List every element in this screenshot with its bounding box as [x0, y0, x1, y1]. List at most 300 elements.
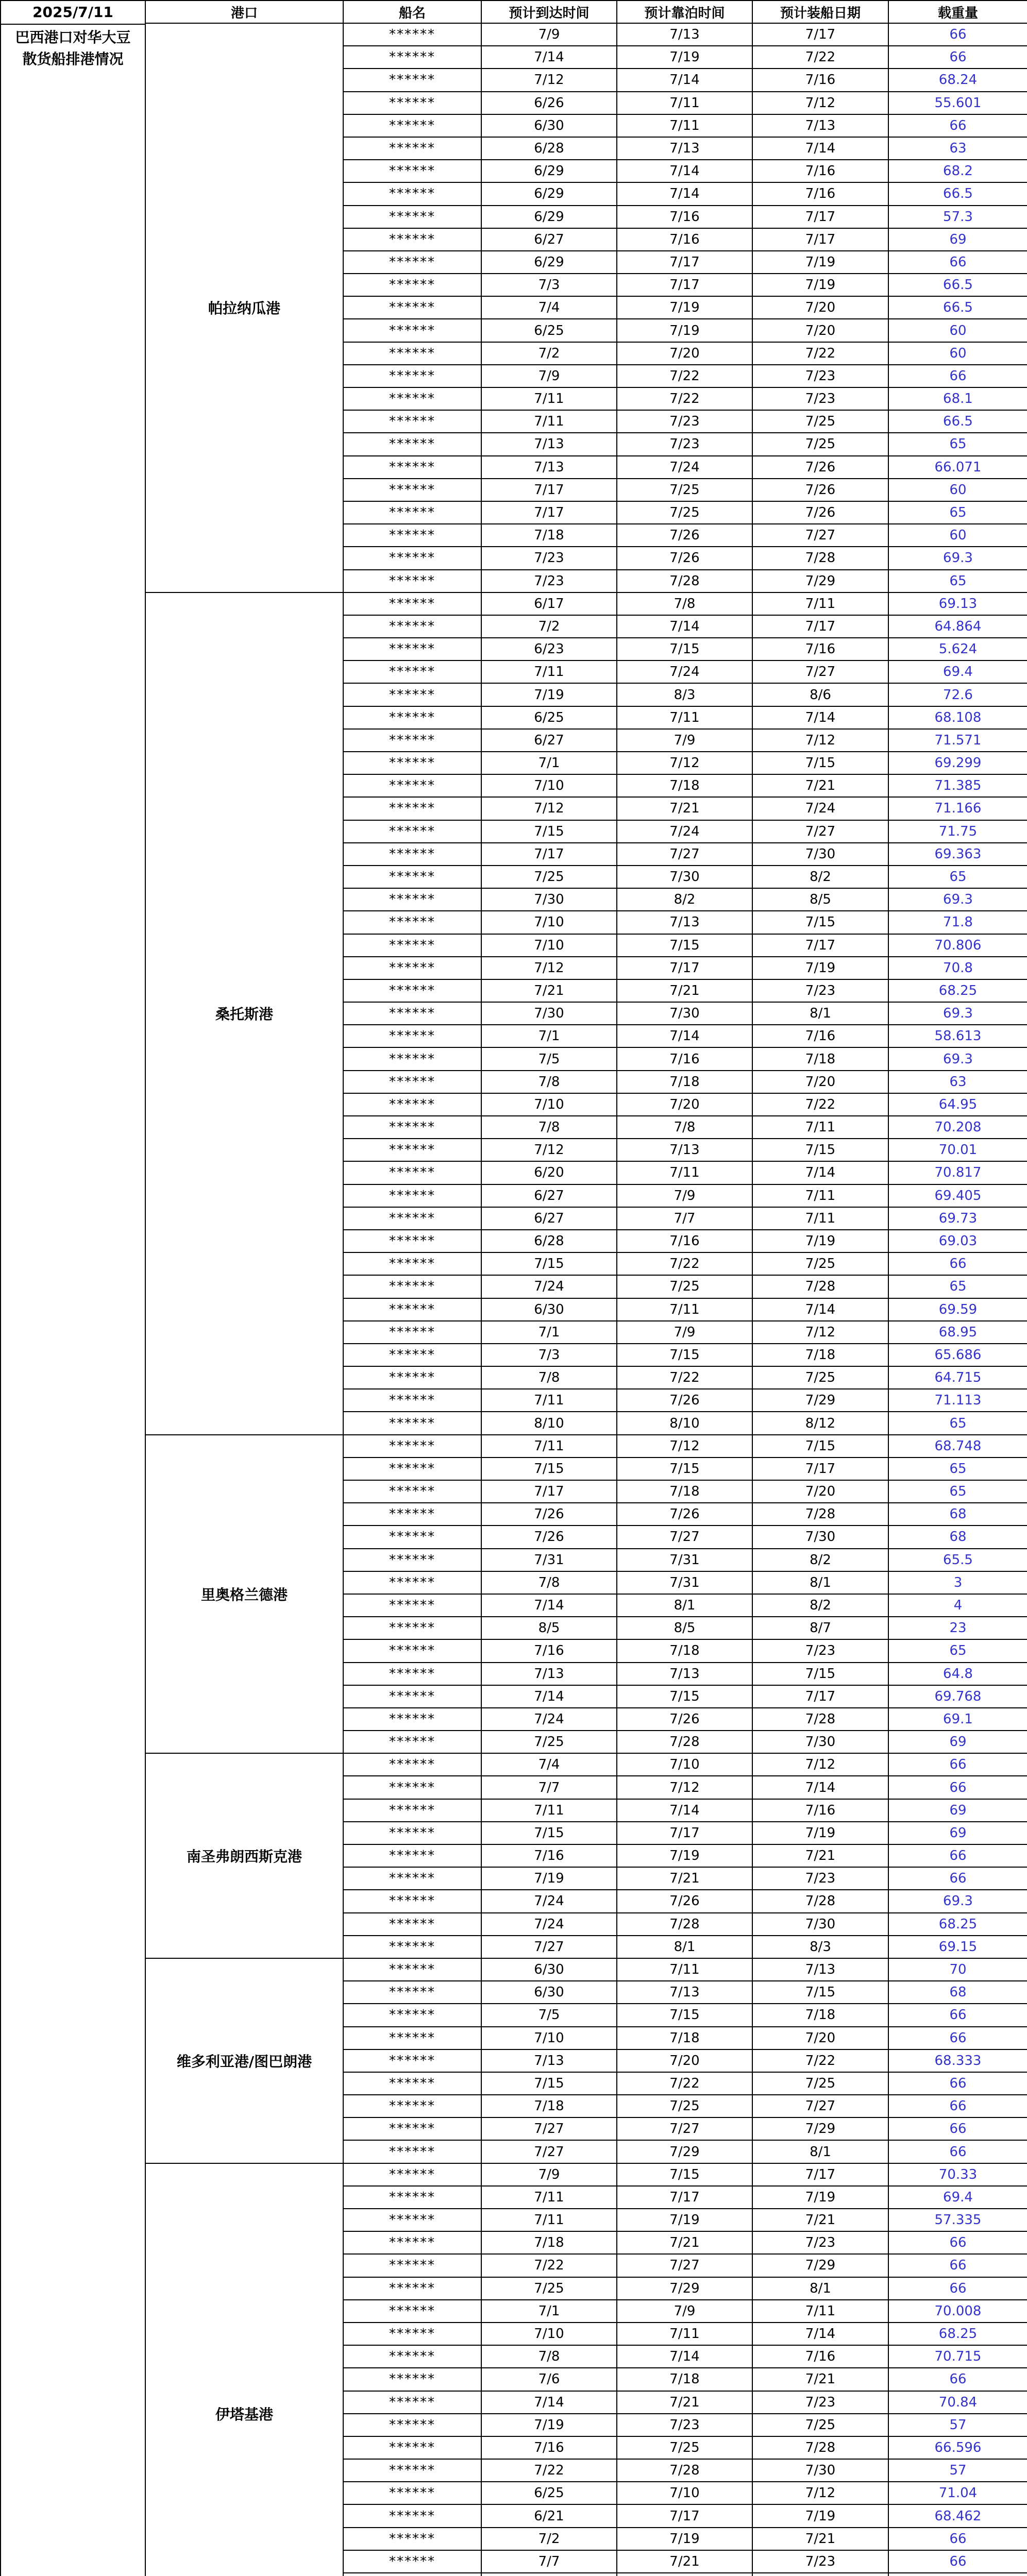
ship-name-cell: ****** [343, 46, 481, 69]
ship-name-cell: ****** [343, 1867, 481, 1890]
tonnage-cell: 64.8 [888, 1663, 1027, 1685]
etb-cell: 7/11 [617, 1958, 752, 1981]
loading-date-cell: 7/19 [752, 957, 888, 979]
ship-name-cell: ****** [343, 547, 481, 569]
ship-name-cell: ****** [343, 1047, 481, 1070]
loading-date-cell: 7/30 [752, 843, 888, 866]
loading-date-cell: 7/14 [752, 706, 888, 729]
loading-date-cell: 7/21 [752, 2368, 888, 2391]
etb-cell: 7/8 [617, 1116, 752, 1139]
ship-name-cell: ****** [343, 2163, 481, 2186]
loading-date-cell: 7/20 [752, 2027, 888, 2049]
ship-name-cell: ****** [343, 934, 481, 957]
tonnage-cell: 69.73 [888, 1207, 1027, 1230]
eta-cell: 7/12 [481, 957, 617, 979]
tonnage-cell: 69.3 [888, 1047, 1027, 1070]
tonnage-cell: 23 [888, 1617, 1027, 1639]
table-row [145, 23, 1027, 46]
loading-date-cell: 8/3 [752, 1936, 888, 1958]
ship-name-cell: ****** [343, 1639, 481, 1662]
loading-date-cell: 7/18 [752, 1047, 888, 1070]
eta-cell: 6/30 [481, 114, 617, 137]
etb-cell: 7/23 [617, 410, 752, 433]
tonnage-cell: 66 [888, 251, 1027, 274]
eta-cell: 6/27 [481, 1207, 617, 1230]
tonnage-cell: 64.715 [888, 1366, 1027, 1389]
loading-date-cell: 7/14 [752, 1161, 888, 1184]
eta-cell: 6/25 [481, 319, 617, 342]
etb-cell: 7/22 [617, 1252, 752, 1275]
eta-cell: 6/20 [481, 1161, 617, 1184]
eta-cell: 7/23 [481, 570, 617, 592]
loading-date-cell: 7/19 [752, 251, 888, 274]
eta-cell: 8/5 [481, 1617, 617, 1639]
ship-name-cell: ****** [343, 296, 481, 319]
tonnage-cell: 66 [888, 2027, 1027, 2049]
eta-cell: 7/3 [481, 274, 617, 296]
loading-date-cell: 7/29 [752, 570, 888, 592]
loading-date-cell: 7/17 [752, 23, 888, 46]
loading-date-cell: 7/12 [752, 2482, 888, 2504]
port-name-cell: 伊塔基港 [145, 2163, 343, 2576]
etb-cell: 7/17 [617, 274, 752, 296]
loading-date-cell: 7/15 [752, 1435, 888, 1458]
tonnage-cell: 65.5 [888, 1549, 1027, 1571]
etb-cell: 7/25 [617, 479, 752, 501]
tonnage-cell: 69.363 [888, 843, 1027, 866]
ship-name-cell: ****** [343, 2345, 481, 2368]
tonnage-cell: 68.25 [888, 1913, 1027, 1936]
etb-cell: 7/27 [617, 843, 752, 866]
eta-cell: 7/25 [481, 866, 617, 888]
ship-name-cell: ****** [343, 501, 481, 524]
loading-date-cell: 7/14 [752, 1776, 888, 1799]
eta-cell: 6/29 [481, 182, 617, 205]
header-port: 港口 [145, 1, 343, 23]
tonnage-cell: 64.95 [888, 1093, 1027, 1116]
ship-name-cell: ****** [343, 752, 481, 774]
tonnage-cell: 70.008 [888, 2300, 1027, 2323]
table-row [145, 592, 1027, 615]
tonnage-cell: 69.405 [888, 1184, 1027, 1207]
loading-date-cell: 7/25 [752, 1252, 888, 1275]
ship-name-cell: ****** [343, 2528, 481, 2550]
eta-cell: 7/22 [481, 2254, 617, 2277]
loading-date-cell: 7/12 [752, 92, 888, 114]
ship-name-cell: ****** [343, 1503, 481, 1526]
tonnage-cell: 66 [888, 1252, 1027, 1275]
tonnage-cell: 65 [888, 1480, 1027, 1503]
eta-cell: 7/11 [481, 1389, 617, 1412]
ship-name-cell: ****** [343, 2300, 481, 2323]
ship-name-cell: ****** [343, 2414, 481, 2436]
ship-name-cell: ****** [343, 479, 481, 501]
ship-name-cell: ****** [343, 524, 481, 547]
loading-date-cell: 7/16 [752, 160, 888, 182]
tonnage-cell: 66 [888, 2528, 1027, 2550]
etb-cell: 7/19 [617, 46, 752, 69]
tonnage-cell: 60 [888, 479, 1027, 501]
etb-cell: 7/31 [617, 1571, 752, 1594]
etb-cell: 7/15 [617, 2004, 752, 2026]
header-loading: 预计装船日期 [752, 1, 888, 23]
loading-date-cell [752, 2573, 888, 2576]
eta-cell: 7/21 [481, 979, 617, 1002]
eta-cell: 7/8 [481, 2345, 617, 2368]
ship-name-cell: ****** [343, 2004, 481, 2026]
ship-name-cell: ****** [343, 251, 481, 274]
ship-name-cell: ****** [343, 1981, 481, 2004]
etb-cell: 7/17 [617, 2186, 752, 2209]
header-etb: 预计靠泊时间 [617, 1, 752, 23]
tonnage-cell: 66 [888, 2277, 1027, 2300]
tonnage-cell: 64.864 [888, 615, 1027, 638]
tonnage-cell: 65 [888, 570, 1027, 592]
etb-cell: 7/15 [617, 934, 752, 957]
ship-name-cell: ****** [343, 1207, 481, 1230]
loading-date-cell: 7/13 [752, 114, 888, 137]
ship-name-cell: ****** [343, 2254, 481, 2277]
eta-cell: 7/3 [481, 1344, 617, 1366]
loading-date-cell: 8/12 [752, 1412, 888, 1434]
loading-date-cell: 7/27 [752, 820, 888, 843]
etb-cell: 7/15 [617, 1344, 752, 1366]
eta-cell: 6/29 [481, 160, 617, 182]
ship-name-cell: ****** [343, 2231, 481, 2254]
port-name-cell: 里奥格兰德港 [145, 1435, 343, 1754]
ship-name-cell: ****** [343, 1480, 481, 1503]
loading-date-cell: 8/1 [752, 2277, 888, 2300]
eta-cell: 7/6 [481, 2368, 617, 2391]
ship-name-cell: ****** [343, 160, 481, 182]
ship-name-cell: ****** [343, 2277, 481, 2300]
tonnage-cell: 71.385 [888, 774, 1027, 797]
eta-cell: 7/8 [481, 1571, 617, 1594]
etb-cell: 7/16 [617, 206, 752, 228]
loading-date-cell: 7/15 [752, 1663, 888, 1685]
ship-name-cell: ****** [343, 2504, 481, 2527]
eta-cell: 7/5 [481, 1047, 617, 1070]
ship-name-cell: ****** [343, 1776, 481, 1799]
tonnage-cell: 60 [888, 319, 1027, 342]
ship-name-cell: ****** [343, 1002, 481, 1025]
etb-cell: 7/17 [617, 957, 752, 979]
ship-name-cell: ****** [343, 729, 481, 752]
tonnage-cell: 63 [888, 137, 1027, 160]
loading-date-cell: 7/16 [752, 2345, 888, 2368]
ship-name-cell: ****** [343, 1184, 481, 1207]
etb-cell: 7/17 [617, 1822, 752, 1844]
tonnage-cell: 70.8 [888, 957, 1027, 979]
eta-cell: 7/1 [481, 2300, 617, 2323]
etb-cell: 7/28 [617, 570, 752, 592]
loading-date-cell: 7/20 [752, 296, 888, 319]
ship-name-cell: ****** [343, 1708, 481, 1731]
etb-cell: 7/25 [617, 2095, 752, 2117]
tonnage-cell: 66 [888, 2140, 1027, 2163]
tonnage-cell: 70.01 [888, 1139, 1027, 1161]
ship-name-cell: ****** [343, 1571, 481, 1594]
eta-cell: 7/2 [481, 342, 617, 365]
tonnage-cell: 55.601 [888, 92, 1027, 114]
etb-cell: 7/20 [617, 1093, 752, 1116]
etb-cell: 7/27 [617, 2117, 752, 2140]
report-date: 2025/7/11 [1, 1, 145, 25]
eta-cell: 7/10 [481, 2027, 617, 2049]
tonnage-cell: 65 [888, 1458, 1027, 1480]
ship-name-cell: ****** [343, 2391, 481, 2414]
loading-date-cell: 7/14 [752, 2323, 888, 2345]
eta-cell: 7/8 [481, 1366, 617, 1389]
eta-cell: 7/11 [481, 387, 617, 410]
eta-cell: 7/24 [481, 1913, 617, 1936]
tonnage-cell: 69.299 [888, 752, 1027, 774]
tonnage-cell: 69 [888, 1822, 1027, 1844]
loading-date-cell: 7/18 [752, 1344, 888, 1366]
eta-cell: 6/25 [481, 2482, 617, 2504]
ship-name-cell: ****** [343, 1799, 481, 1822]
loading-date-cell: 7/24 [752, 797, 888, 820]
tonnage-cell: 69 [888, 1799, 1027, 1822]
eta-cell: 7/16 [481, 1639, 617, 1662]
ship-name-cell: ****** [343, 1161, 481, 1184]
eta-cell: 7/15 [481, 1252, 617, 1275]
etb-cell: 7/9 [617, 1184, 752, 1207]
eta-cell: 6/27 [481, 228, 617, 251]
ship-name-cell: ****** [343, 23, 481, 46]
ship-name-cell: ****** [343, 1412, 481, 1434]
loading-date-cell: 7/17 [752, 1685, 888, 1708]
ship-name-cell: ****** [343, 2368, 481, 2391]
tonnage-cell: 70 [888, 1958, 1027, 1981]
etb-cell: 7/23 [617, 2414, 752, 2436]
ship-name-cell: ****** [343, 1025, 481, 1047]
eta-cell: 7/22 [481, 2459, 617, 2482]
port-name-cell: 帕拉纳瓜港 [145, 23, 343, 592]
ship-name-cell: ****** [343, 1822, 481, 1844]
ship-name-cell: ****** [343, 1526, 481, 1548]
etb-cell: 7/14 [617, 69, 752, 91]
tonnage-cell: 71.8 [888, 911, 1027, 934]
eta-cell: 7/14 [481, 1685, 617, 1708]
etb-cell: 7/19 [617, 296, 752, 319]
loading-date-cell: 7/25 [752, 2414, 888, 2436]
eta-cell: 6/27 [481, 1184, 617, 1207]
ship-name-cell: ****** [343, 114, 481, 137]
etb-cell: 7/9 [617, 1321, 752, 1344]
tonnage-cell: 57 [888, 2414, 1027, 2436]
tonnage-cell: 71.166 [888, 797, 1027, 820]
etb-cell: 7/21 [617, 1867, 752, 1890]
tonnage-cell: 68.462 [888, 2504, 1027, 2527]
tonnage-cell: 71.75 [888, 820, 1027, 843]
tonnage-cell: 70.33 [888, 2163, 1027, 2186]
tonnage-cell: 68 [888, 1526, 1027, 1548]
etb-cell: 7/11 [617, 1161, 752, 1184]
etb-cell: 7/18 [617, 1639, 752, 1662]
etb-cell: 7/19 [617, 1844, 752, 1867]
eta-cell: 7/4 [481, 296, 617, 319]
ship-name-cell: ****** [343, 638, 481, 660]
report-sidebar [0, 0, 146, 2576]
loading-date-cell: 7/16 [752, 69, 888, 91]
eta-cell: 7/8 [481, 1116, 617, 1139]
tonnage-cell: 69.3 [888, 888, 1027, 911]
eta-cell: 7/17 [481, 501, 617, 524]
loading-date-cell: 7/19 [752, 1230, 888, 1252]
etb-cell: 7/27 [617, 2254, 752, 2277]
tonnage-cell: 66 [888, 23, 1027, 46]
etb-cell: 7/16 [617, 228, 752, 251]
eta-cell: 7/13 [481, 1663, 617, 1685]
ship-name-cell: ****** [343, 1936, 481, 1958]
ship-name-cell: ****** [343, 1617, 481, 1639]
tonnage-cell: 69.4 [888, 660, 1027, 683]
eta-cell: 7/24 [481, 1708, 617, 1731]
ship-name-cell: ****** [343, 706, 481, 729]
tonnage-cell: 70.806 [888, 934, 1027, 957]
ship-name-cell: ****** [343, 1116, 481, 1139]
port-name-cell: 桑托斯港 [145, 592, 343, 1435]
ship-name-cell: ****** [343, 660, 481, 683]
etb-cell: 7/21 [617, 797, 752, 820]
tonnage-cell: 66 [888, 114, 1027, 137]
tonnage-cell: 66 [888, 1776, 1027, 1799]
loading-date-cell: 7/20 [752, 1480, 888, 1503]
tonnage-cell: 68.25 [888, 2323, 1027, 2345]
eta-cell: 7/12 [481, 69, 617, 91]
tonnage-cell: 71.04 [888, 2482, 1027, 2504]
etb-cell: 7/22 [617, 1366, 752, 1389]
etb-cell: 7/24 [617, 660, 752, 683]
loading-date-cell: 7/23 [752, 2391, 888, 2414]
tonnage-cell: 68.333 [888, 2049, 1027, 2072]
loading-date-cell: 7/17 [752, 206, 888, 228]
loading-date-cell: 8/2 [752, 1594, 888, 1617]
tonnage-cell: 66.5 [888, 274, 1027, 296]
etb-cell: 8/1 [617, 1594, 752, 1617]
ship-name-cell: ****** [343, 433, 481, 455]
ship-name-cell: ****** [343, 1913, 481, 1936]
loading-date-cell: 7/30 [752, 1731, 888, 1753]
loading-date-cell: 7/16 [752, 182, 888, 205]
eta-cell: 7/1 [481, 1025, 617, 1047]
loading-date-cell: 7/15 [752, 1981, 888, 2004]
eta-cell: 7/18 [481, 2095, 617, 2117]
etb-cell: 7/8 [617, 592, 752, 615]
loading-date-cell: 7/27 [752, 2095, 888, 2117]
etb-cell: 7/16 [617, 1230, 752, 1252]
eta-cell: 6/30 [481, 1298, 617, 1321]
loading-date-cell: 7/11 [752, 1184, 888, 1207]
eta-cell: 7/2 [481, 2528, 617, 2550]
eta-cell: 7/4 [481, 1753, 617, 1776]
loading-date-cell: 7/23 [752, 1639, 888, 1662]
tonnage-cell: 66.5 [888, 182, 1027, 205]
ship-name-cell: ****** [343, 1139, 481, 1161]
tonnage-cell: 65 [888, 1275, 1027, 1298]
ship-name-cell: ****** [343, 570, 481, 592]
loading-date-cell: 7/22 [752, 342, 888, 365]
eta-cell: 7/30 [481, 1002, 617, 1025]
etb-cell: 7/28 [617, 1913, 752, 1936]
ship-name-cell: ****** [343, 1321, 481, 1344]
etb-cell: 7/11 [617, 2323, 752, 2345]
ship-name-cell: ****** [343, 2436, 481, 2459]
etb-cell: 7/15 [617, 2163, 752, 2186]
loading-date-cell: 7/23 [752, 365, 888, 387]
ship-name-cell: ****** [343, 2186, 481, 2209]
tonnage-cell: 66 [888, 2004, 1027, 2026]
tonnage-cell: 65 [888, 501, 1027, 524]
tonnage-cell: 65.686 [888, 1344, 1027, 1366]
table-body [145, 23, 1027, 2576]
tonnage-cell: 65 [888, 1412, 1027, 1434]
tonnage-cell: 66.596 [888, 2436, 1027, 2459]
ship-name-cell: ****** [343, 1663, 481, 1685]
etb-cell: 7/13 [617, 23, 752, 46]
eta-cell: 7/1 [481, 752, 617, 774]
tonnage-cell: 4 [888, 1594, 1027, 1617]
eta-cell: 7/17 [481, 479, 617, 501]
loading-date-cell: 7/30 [752, 1526, 888, 1548]
etb-cell: 7/15 [617, 638, 752, 660]
tonnage-cell: 66 [888, 2117, 1027, 2140]
tonnage-cell: 69.3 [888, 1002, 1027, 1025]
etb-cell: 7/11 [617, 114, 752, 137]
loading-date-cell: 7/23 [752, 1867, 888, 1890]
etb-cell: 7/25 [617, 1275, 752, 1298]
ship-name-cell: ****** [343, 592, 481, 615]
eta-cell: 7/18 [481, 2231, 617, 2254]
loading-date-cell: 8/2 [752, 1549, 888, 1571]
etb-cell: 7/14 [617, 2345, 752, 2368]
ship-name-cell: ****** [343, 387, 481, 410]
eta-cell: 7/15 [481, 1822, 617, 1844]
etb-cell: 7/29 [617, 2140, 752, 2163]
header-ship: 船名 [343, 1, 481, 23]
etb-cell: 8/3 [617, 683, 752, 706]
eta-cell: 7/18 [481, 524, 617, 547]
loading-date-cell: 7/14 [752, 1298, 888, 1321]
tonnage-cell: 3 [888, 1571, 1027, 1594]
ship-name-cell: ****** [343, 2049, 481, 2072]
loading-date-cell: 7/25 [752, 433, 888, 455]
ship-name-cell: ****** [343, 820, 481, 843]
loading-date-cell: 7/22 [752, 1093, 888, 1116]
eta-cell: 7/19 [481, 2414, 617, 2436]
etb-cell: 7/19 [617, 319, 752, 342]
ship-name-cell: ****** [343, 2027, 481, 2049]
loading-date-cell: 7/28 [752, 2436, 888, 2459]
loading-date-cell: 7/23 [752, 2550, 888, 2573]
etb-cell: 7/30 [617, 866, 752, 888]
tonnage-cell: 71.113 [888, 1389, 1027, 1412]
eta-cell: 7/14 [481, 2391, 617, 2414]
eta-cell: 7/16 [481, 1844, 617, 1867]
loading-date-cell: 7/25 [752, 2072, 888, 2095]
loading-date-cell: 7/26 [752, 501, 888, 524]
etb-cell: 7/21 [617, 979, 752, 1002]
etb-cell: 7/13 [617, 1663, 752, 1685]
loading-date-cell: 7/16 [752, 1025, 888, 1047]
eta-cell: 7/26 [481, 1503, 617, 1526]
etb-cell: 7/12 [617, 1776, 752, 1799]
loading-date-cell: 7/22 [752, 46, 888, 69]
loading-date-cell: 7/11 [752, 1116, 888, 1139]
tonnage-cell: 58.613 [888, 1025, 1027, 1047]
etb-cell: 7/17 [617, 251, 752, 274]
